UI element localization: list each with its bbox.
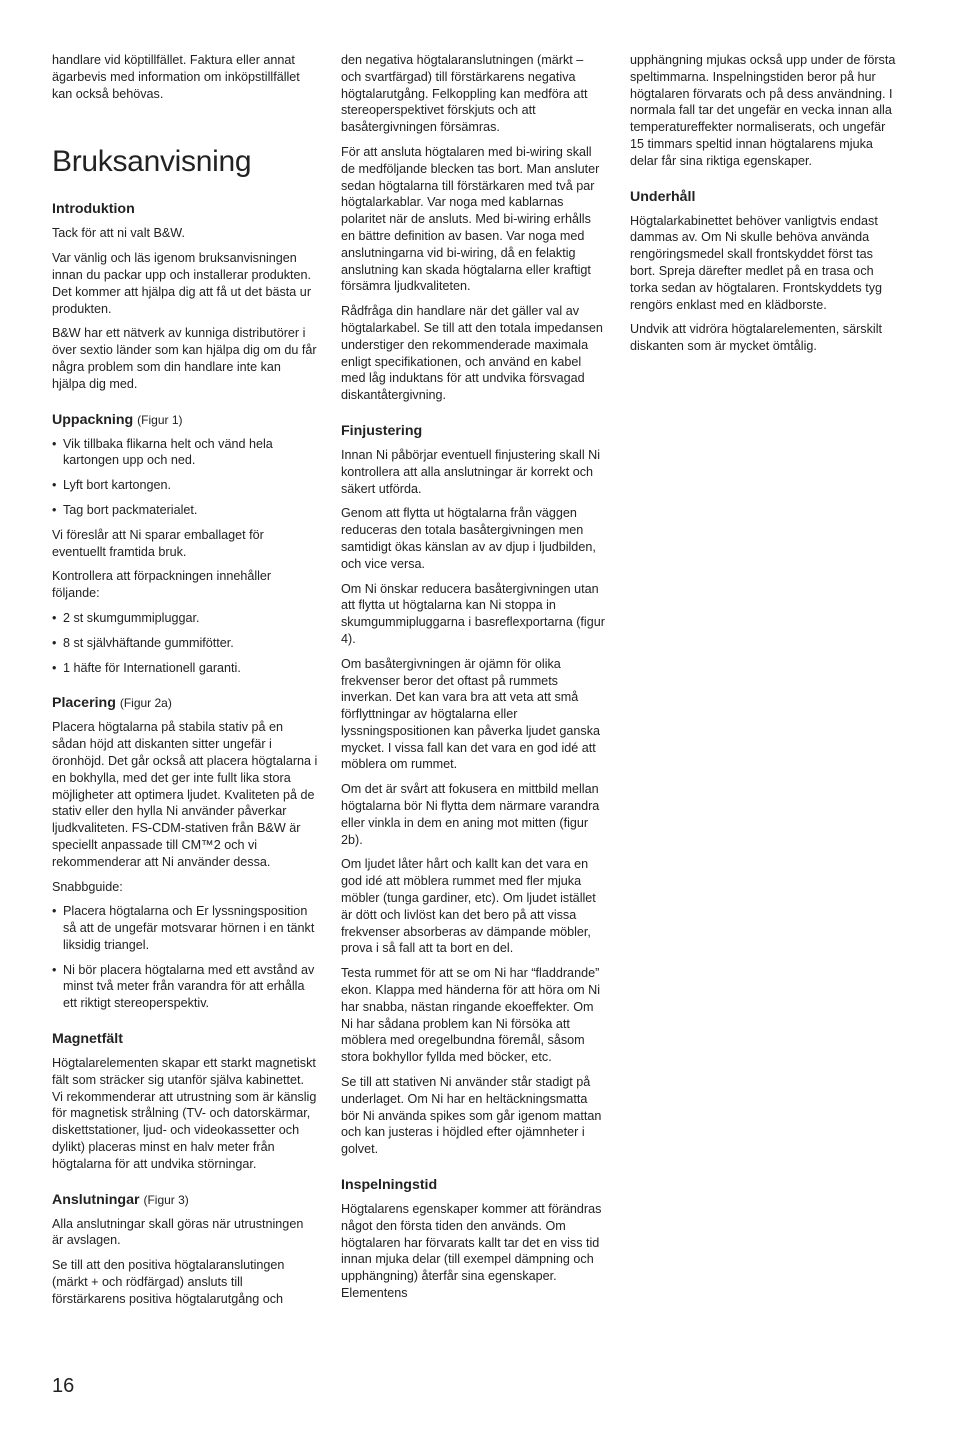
paragraph: Se till att stativen Ni använder står stadigt på underlaget. Om Ni har en heltäckningsmatta bör Ni använda spikes som går igenom mattan och kan justeras i höjdled efter ojämnheter i golvet. <box>341 1075 602 1157</box>
page-number: 16 <box>52 1375 75 1397</box>
column-3 <box>630 52 896 363</box>
paragraph: Om ljudet låter hårt och kallt kan det vara en god idé att möblera rummet med fler mjuka möbler (tunga gardiner, etc). Om ljudet istället är dött och livlöst kan det bero på att vissa frekvenser absorberas av dämpande möbler, prova i så fall att ta bort en del. <box>341 857 596 956</box>
figure-ref: (Figur 3) <box>143 1192 189 1207</box>
paragraph: Högtalarelementen skapar ett starkt magnetiskt fält som sträcker sig utanför själva kabinettet. Vi rekommenderar att utrustning som är känslig för magnetisk strålning (TV- och datorskärmar, diskettstationer, ljud- och videokassetter och dylikt) placeras minst en halv meter från högtalarna för att undvika störningar. <box>52 1056 317 1171</box>
paragraph: Placera högtalarna på stabila stativ på en sådan höjd att diskanten sitter ungefär i öronhöjd. Det går också att placera högtalarna i en bokhylla, med det ger inte fullt lika stora möjligheter att optimera ljudet. Kvaliteten på de stativ eller den hylla Ni använder påverkar ljudkvaliteten. FS-CDM-stativen från B&W är speciellt anpassade till CM™2 och vi rekommenderar att Ni använder dessa. <box>52 720 318 869</box>
paragraph: Testa rummet för att se om Ni har “fladdrande” ekon. Klappa med händerna för att höra om Ni har snabba, nästan ringande ekoeffekter. Om Ni har sådana problem kan Ni försöka att möblera med oregelbundna föremål, såsom stora bokhyllor fyllda med böcker, etc. <box>341 966 601 1065</box>
paragraph: Var vänlig och läs igenom bruksanvisningen innan du packar upp och installerar produkten. Det kommer att hjälpa dig att få ut det bästa ur produkten. <box>52 251 312 316</box>
list-item: • Lyft bort kartongen. <box>52 477 318 494</box>
heading-underhall: Underhåll <box>630 188 696 205</box>
paragraph: Högtalarens egenskaper kommer att förändras något den första tiden den används. Om högtalaren har förvarats kallt tar det en viss tid innan mjuka delar (till exempel dämpning och upphängning) återfår sina egenskaper. Elementens <box>341 1202 602 1300</box>
figure-ref: (Figur 2a) <box>119 696 172 711</box>
bullet-list <box>52 610 318 676</box>
paragraph: Vi föreslår att Ni sparar emballaget för eventuellt framtida bruk. <box>52 527 264 559</box>
intro-continuation: handlare vid köptillfället. Faktura eller annat ägarbevis med information om inköpstillfället kan också behövas. <box>52 53 300 101</box>
paragraph: För att ansluta högtalaren med bi-wiring skall de medföljande blecken tas bort. Man ansluter sedan högtalarna till förstärkaren med två par högtalarkablar. Var noga med kablarnas polaritet när de ansluts. Med bi-wiring erhålls en bättre definition av basen. Var noga med anslutningarna vid bi-wiring, då en felaktig anslutning kan skada högtalarna eller kraftigt försämra ljudkvaliteten. <box>341 144 600 294</box>
paragraph: B&W har ett nätverk av kunniga distributörer i över sextio länder som kan hjälpa dig om du får några problem som din handlare inte kan hjälpa dig med. <box>52 326 317 391</box>
paragraph: upphängning mjukas också upp under de första speltimmarna. Inspelningstiden beror på hur högtalaren förvarats och på dess användning. I normala fall tar det ungefär en vecka innan alla temperatureffekter normaliserats, och ungefär 15 timmars speltid innan högtalarens mjuka delar får sina riktiga egenskaper. <box>630 53 896 168</box>
heading-text: Placering <box>52 695 116 712</box>
heading-magnetfalt: Magnetfält <box>52 1031 123 1048</box>
heading-inspelningstid: Inspelningstid <box>341 1177 438 1194</box>
heading-placering <box>52 694 318 712</box>
heading-text: Uppackning <box>52 411 134 428</box>
paragraph: Se till att den positiva högtalaranslutingen (märkt + och rödfärgad) ansluts till förstärkarens positiva högtalarutgång och <box>52 1258 285 1306</box>
paragraph: den negativa högtalaranslutningen (märkt – och svartfärgad) till förstärkarens negativa högtalarutgång. Felkoppling kan medföra att stereoperspektivet förskjuts och att basåtergivningen försämras. <box>341 53 588 135</box>
paragraph: Snabbguide: <box>52 879 123 894</box>
paragraph: Genom att flytta ut högtalarna från väggen reduceras den totala basåtergivningen men samtidigt ökas känslan av av djup i ljudbilden, och vice versa. <box>341 506 596 571</box>
heading-finjustering: Finjustering <box>341 422 423 439</box>
heading-introduktion: Introduktion <box>52 201 135 218</box>
paragraph: Kontrollera att förpackningen innehåller följande: <box>52 569 272 601</box>
paragraph: Undvik att vidröra högtalarelementen, särskilt diskanten som är mycket ömtålig. <box>630 322 882 354</box>
paragraph: Innan Ni påbörjar eventuell finjustering skall Ni kontrollera att alla anslutningar är korrekt och säkert utförda. <box>341 447 601 496</box>
paragraph: Om det är svårt att fokusera en mittbild mellan högtalarna bör Ni flytta dem närmare varandra eller vinkla in dem en aning mot mitten (figur 2b). <box>341 782 600 847</box>
paragraph: Rådfråga din handlare när det gäller val av högtalarkabel. Se till att den totala impedansen understiger den rekommenderade maximala enligt specifikationen, och använd en kabel med låg induktans för att undvika försvagad diskantåtergivning. <box>341 304 603 403</box>
list-item: • 8 st självhäftande gummifötter. <box>52 635 318 652</box>
heading-uppackning <box>52 411 318 429</box>
column-2 <box>341 52 607 1310</box>
paragraph: Om basåtergivningen är ojämn för olika frekvenser beror det oftast på rummets inverkan. Det kan vara bra att veta att små förflyttningar av högtalarna eller lyssningspositionen kan påverka ljudet ganska mycket. I vissa fall kan det vara en god idé att möblera om rummet. <box>341 656 601 772</box>
paragraph: Alla anslutningar skall göras när utrustningen är avslagen. <box>52 1216 304 1248</box>
list-item: • Ni bör placera högtalarna med ett avstånd av minst två meter från varandra för att erhålla ett riktigt stereoperspektiv. <box>52 962 318 1012</box>
paragraph: Tack för att ni valt B&W. <box>52 226 185 241</box>
figure-ref: (Figur 1) <box>137 412 183 427</box>
page-title: Bruksanvisning <box>52 145 252 179</box>
list-item: • Tag bort packmaterialet. <box>52 502 318 519</box>
paragraph: Om Ni önskar reducera basåtergivningen utan att flytta ut högtalarna kan Ni stoppa in skumgummipluggarna i basreflexportarna (figur 4). <box>341 581 605 646</box>
list-item: • Vik tillbaka flikarna helt och vänd hela kartongen upp och ned. <box>52 436 318 470</box>
bullet-list <box>52 436 318 519</box>
list-item: • Placera högtalarna och Er lyssningsposition så att de ungefär motsvarar hörnen i en tänkt liksidig triangel. <box>52 903 318 953</box>
heading-anslutningar <box>52 1191 318 1209</box>
heading-text: Anslutningar <box>52 1191 140 1208</box>
column-1 <box>52 52 318 1316</box>
list-item: • 2 st skumgummipluggar. <box>52 610 318 627</box>
list-item: • 1 häfte för Internationell garanti. <box>52 660 318 677</box>
paragraph: Högtalarkabinettet behöver vanligtvis endast dammas av. Om Ni skulle behöva använda rengöringsmedel skall frontskyddet först tas bort. Spreja därefter medlet på en trasa och torka sedan av högtalaren. Frontskyddets tyg rengörs enklast med en klädborste. <box>630 213 883 312</box>
bullet-list <box>52 903 318 1012</box>
